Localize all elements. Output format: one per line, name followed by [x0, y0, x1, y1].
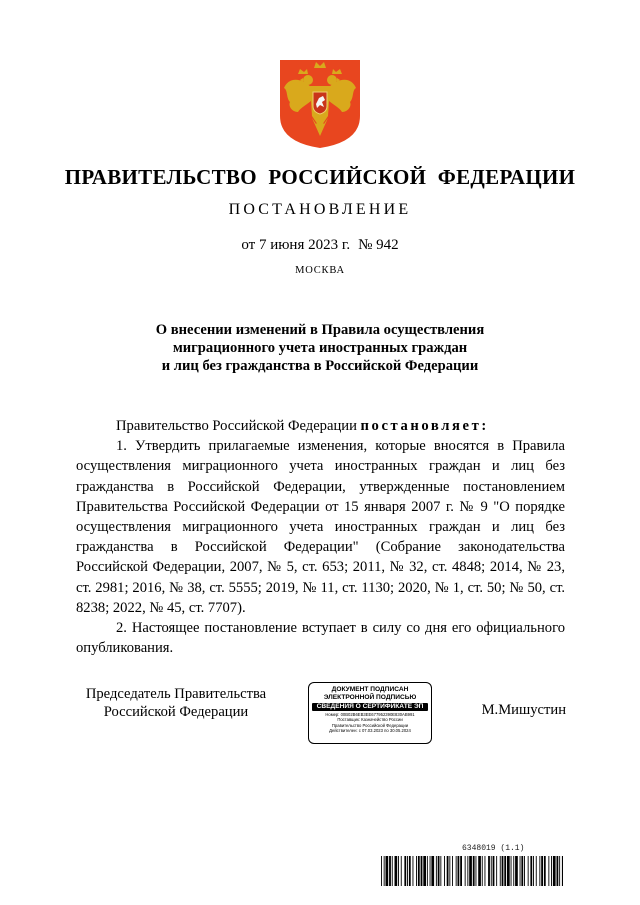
barcode-icon — [381, 856, 563, 886]
document-city: МОСКВА — [295, 265, 345, 276]
stamp-certificate-number: Номер: 00B02B6EB3EE677952390E830AB991 — [325, 711, 415, 717]
document-date: от 7 июня 2023 г. — [241, 237, 351, 253]
position-line: Российской Федерации — [103, 704, 249, 720]
stamp-certificate-header: СВЕДЕНИЯ О СЕРТИФИКАТЕ ЭП — [312, 703, 428, 711]
signatory-position — [76, 685, 276, 721]
decree-item-2: 2. Настоящее постановление вступает в силу со дня его официального опубликования. — [76, 620, 565, 657]
stamp-title — [309, 686, 431, 702]
decree-item-1: 1. Утвердить прилагаемые изменения, которые вносятся в Правила осуществления миграционного учета иностранных граждан и лиц без гражданства в Российской Федерации, утвержденные постановлением Правительства Российской Федерации от 15 января 2007 г. № 9 "О порядке осуществления миграционного учета иностранных граждан и лиц без гражданства в Российской Федерации" (Собрание законодательства Российской Федерации, 2007, № 5, ст. 653; 2011, № 32, ст. 4848; 2014, № 23, ст. 2981; 2016, № 38, ст. 5555; 2019, № 11, ст. 1130; 2020, № 1, ст. 50; № 50, ст. 8238; 2022, № 45, ст. 7707). — [76, 438, 565, 616]
document-date-line — [0, 237, 640, 254]
intro-text: Правительство Российской Федерации — [116, 418, 357, 434]
decree-intro — [76, 416, 565, 436]
russian-coat-of-arms-icon — [278, 58, 362, 150]
document-subject — [0, 321, 640, 375]
subject-line: миграционного учета иностранных граждан — [172, 340, 468, 356]
document-body — [76, 416, 565, 658]
position-line: Председатель Правительства — [85, 686, 267, 702]
government-title: ПРАВИТЕЛЬСТВО РОССИЙСКОЙ ФЕДЕРАЦИИ — [64, 165, 576, 189]
document-type: ПОСТАНОВЛЕНИЕ — [228, 201, 412, 218]
decree-word: постановляет: — [360, 418, 489, 434]
document-number: № 942 — [358, 237, 399, 253]
stamp-supplier: Поставщик: Казначейство России — [337, 717, 403, 723]
stamp-title-line: ЭЛЕКТРОННОЙ ПОДПИСЬЮ — [323, 693, 417, 701]
stamp-title-line: ДОКУМЕНТ ПОДПИСАН — [331, 686, 409, 693]
subject-line: и лиц без гражданства в Российской Федерации — [161, 358, 479, 374]
stamp-owner: Правительство Российской Федерации — [331, 722, 409, 728]
signatory-name: М.Мишустин — [481, 702, 566, 718]
document-code: 6348019 (1.1) — [462, 844, 525, 853]
electronic-signature-stamp — [308, 682, 432, 744]
subject-line: О внесении изменений в Правила осуществления — [155, 322, 485, 338]
stamp-validity: Действителен: с 07.03.2023 по 30.05.2024 — [329, 728, 411, 734]
